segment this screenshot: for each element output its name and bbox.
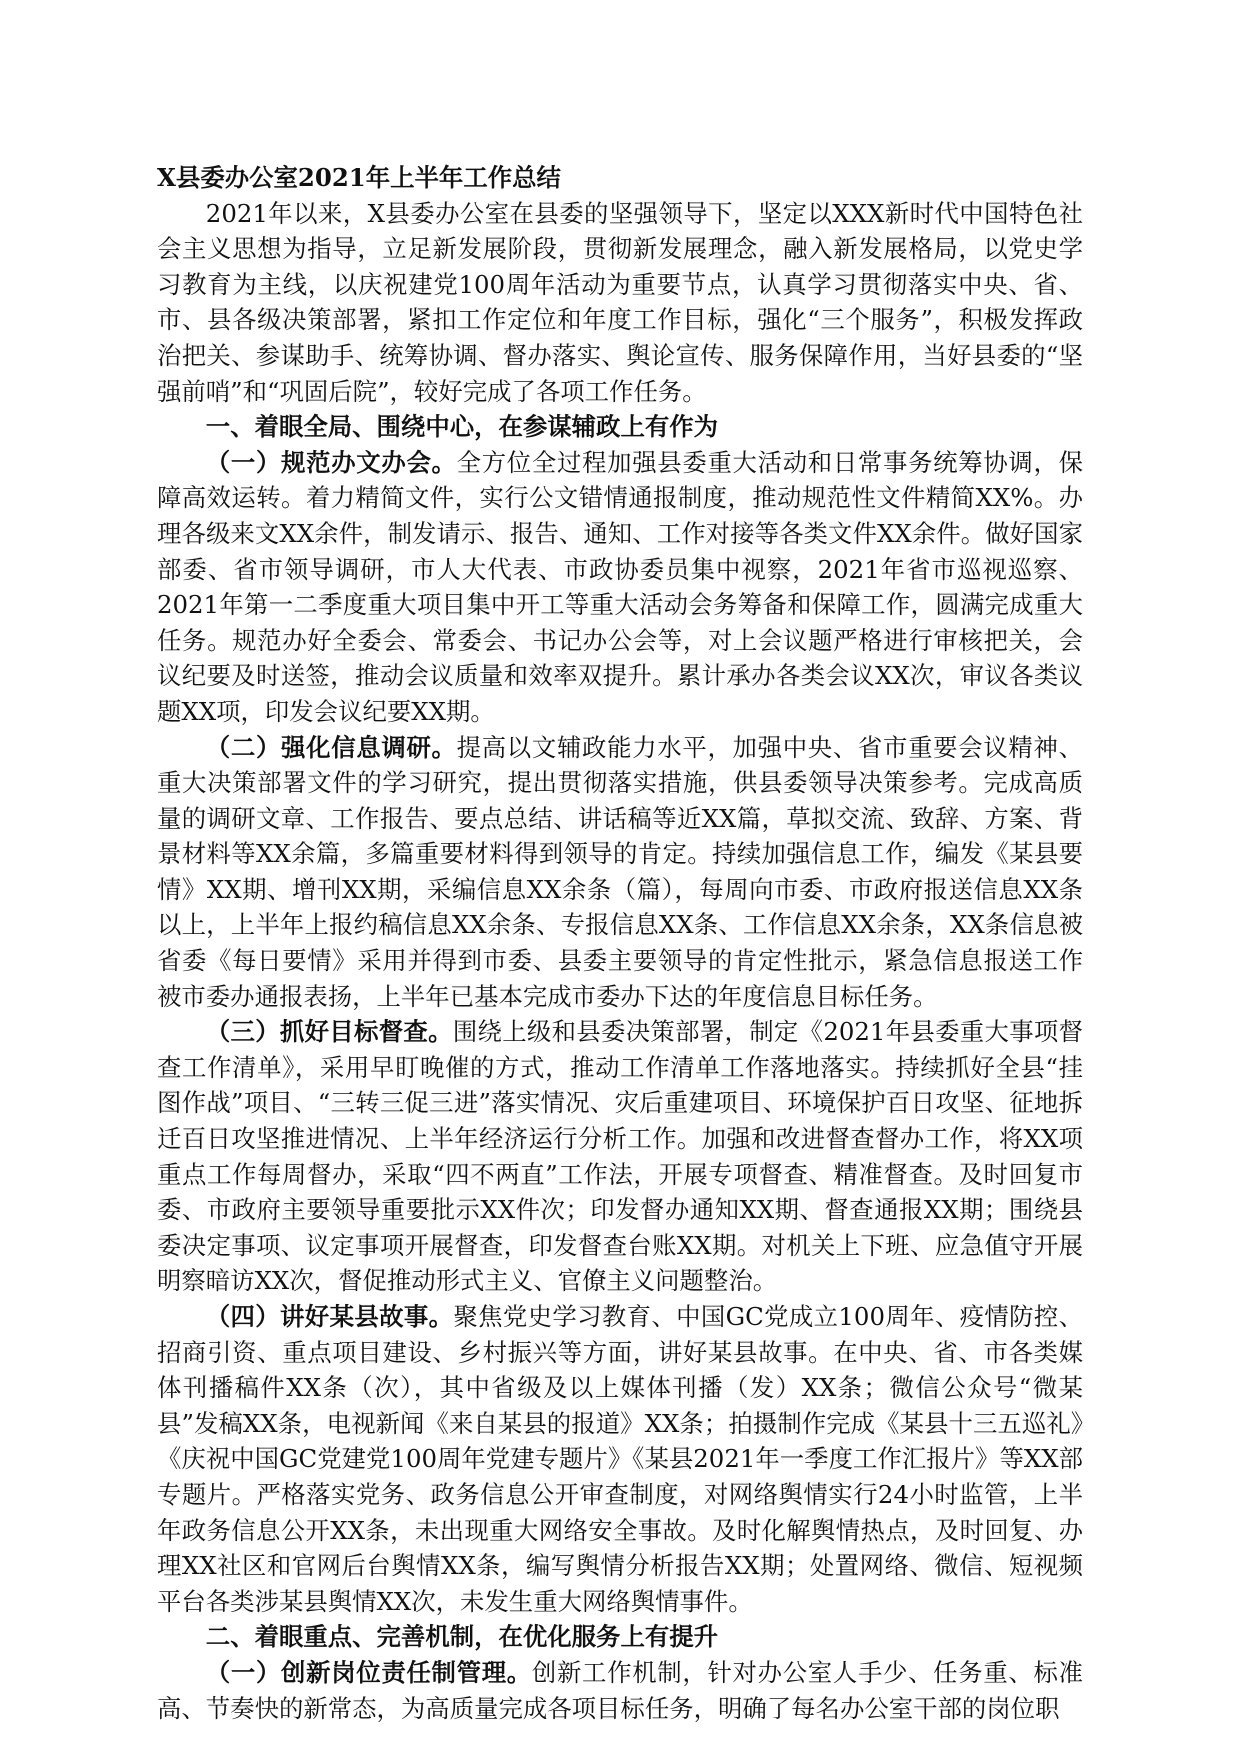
item-label: （二）强化信息调研。 [205,732,457,762]
item-label: （一）规范办文办会。 [205,447,457,477]
section1-item-4 [157,1299,1083,1619]
section-heading-2: 二、着眼重点、完善机制，在优化服务上有提升 [205,1622,719,1652]
item-text: 提高以文辅政能力水平，加强中央、省市重要会议精神、重大决策部署文件的学习研究，提出贯彻落实措施，供县委领导决策参考。完成高质量的调研文章、工作报告、要点总结、讲话稿等近XX篇，草拟交流、致辞、方案、背景材料等XX余篇，多篇重要材料得到领导的肯定。持续加强信息工作，编发《某县要情》XX期、增刊XX期，采编信息XX余条（篇），每周向市委、市政府报送信息XX条以上，上半年上报约稿信息XX余条、专报信息XX条、工作信息XX余条，XX条信息被省委《每日要情》采用并得到市委、县委主要领导的肯定性批示，紧急信息报送工作被市委办通报表扬，上半年已基本完成市委办下达的年度信息目标任务。 [157,732,1083,1011]
section1-item-2 [157,730,1083,1015]
item-label: （一）创新岗位责任制管理。 [205,1657,532,1687]
item-label: （四）讲好某县故事。 [205,1302,454,1331]
section1-item-1 [157,445,1083,730]
item-text: 围绕上级和县委决策部署，制定《2021年县委重大事项督查工作清单》，采用早盯晚催的方式，推动工作清单工作落地落实。持续抓好全县“挂图作战”项目、“三转三促三进”落实情况、灾后重建项目、环境保护百日攻坚、征地拆迁百日攻坚推进情况、上半年经济运行分析工作。加强和改进督查督办工作，将XX项重点工作每周督办，采取“四不两直”工作法，开展专项督查、精准督查。及时回复市委、市政府主要领导重要批示XX件次；印发督办通知XX期、督查通报XX期；围绕县委决定事项、议定事项开展督查，印发督查台账XX期。对机关上下班、应急值守开展明察暗访XX次，督促推动形式主义、官僚主义问题整治。 [157,1017,1083,1296]
section1-item-3 [157,1014,1083,1299]
intro-paragraph: 2021年以来，X县委办公室在县委的坚强领导下，坚定以XXX新时代中国特色社会主义思想为指导，立足新发展阶段，贯彻新发展理念，融入新发展格局，以党史学习教育为主线，以庆祝建党100周年活动为重要节点，认真学习贯彻落实中央、省、市、县各级决策部署，紧扣工作定位和年度工作目标，强化“三个服务”，积极发挥政治把关、参谋助手、统筹协调、督办落实、舆论宣传、服务保障作用，当好县委的“坚强前哨”和“巩固后院”，较好完成了各项工作任务。 [157,198,1083,406]
item-text: 创新工作机制，针对办公室人手少、任务重、标准高、节奏快的新常态，为高质量完成各项目标任务，明确了每名办公室干部的岗位职 [157,1657,1083,1723]
item-text: 聚焦党史学习教育、中国GC党成立100周年、疫情防控、招商引资、重点项目建设、乡村振兴等方面，讲好某县故事。在中央、省、市各类媒体刊播稿件XX条（次），其中省级及以上媒体刊播（发）XX条；微信公众号“微某县”发稿XX条，电视新闻《来自某县的报道》XX条；拍摄制作完成《某县十三五巡礼》《庆祝中国GC党建党100周年党建专题片》《某县2021年一季度工作汇报片》等XX部专题片。严格落实党务、政务信息公开审查制度，对网络舆情实行24小时监管，上半年政务信息公开XX条，未出现重大网络安全事故。及时化解舆情热点，及时回复、办理XX社区和官网后台舆情XX条，编写舆情分析报告XX期；处置网络、微信、短视频平台各类涉某县舆情XX次，未发生重大网络舆情事件。 [157,1302,1083,1616]
section-heading-1: 一、着眼全局、围绕中心，在参谋辅政上有作为 [205,412,719,442]
section2-item-1 [157,1655,1083,1726]
item-text: 全方位全过程加强县委重大活动和日常事务统筹协调，保障高效运转。着力精简文件，实行公文错情通报制度，推动规范性文件精简XX%。办理各级来文XX余件，制发请示、报告、通知、工作对接等各类文件XX余件。做好国家部委、省市领导调研，市人大代表、市政协委员集中视察，2021年省市巡视巡察、2021年第一二季度重大项目集中开工等重大活动会务筹备和保障工作，圆满完成重大任务。规范办好全委会、常委会、书记办公会等，对上会议题严格进行审核把关，会议纪要及时送签，推动会议质量和效率双提升。累计承办各类会议XX次，审议各类议题XX项，印发会议纪要XX期。 [157,447,1083,726]
item-label: （三）抓好目标督查。 [205,1017,453,1047]
document-title: X县委办公室2021年上半年工作总结 [157,163,561,192]
document-page [157,160,1083,1726]
